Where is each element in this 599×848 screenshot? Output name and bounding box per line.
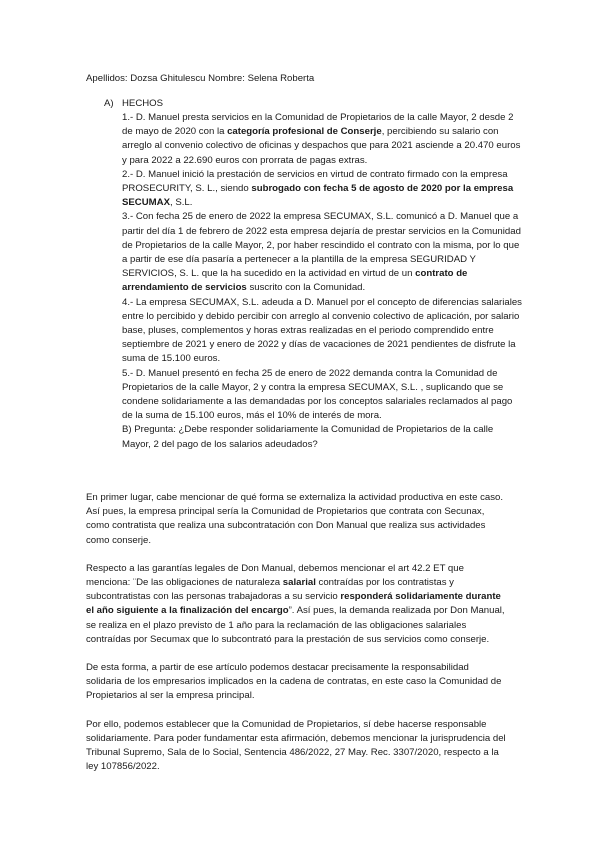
section-a-heading <box>104 97 163 111</box>
fact-paragraph <box>122 111 524 168</box>
fact-paragraph <box>122 168 524 211</box>
facts-list <box>122 111 524 452</box>
text-run: 2.- D. Manuel inició la prestación de servicios en virtud de contrato firmado con la empresa PROSECURITY, S. L., siendo <box>122 168 508 195</box>
analysis-body <box>86 491 506 788</box>
text-run: 1.- D. Manuel presta servicios en la Comunidad de Propietarios de la calle Mayor, 2 desde 2 de mayo de 2020 con la <box>122 112 514 138</box>
analysis-paragraph <box>86 718 506 775</box>
fact-paragraph <box>122 210 524 295</box>
text-run: De esta forma, a partir de ese artículo podemos destacar precisamente la responsabilidad solidaria de los empresarios implicados en la cadena de contratas, en este caso la Comunidad de Propietarios al ser la empresa principal. <box>86 662 502 702</box>
bold-text: contrato de arrendamiento de servicios <box>122 268 468 294</box>
analysis-paragraph <box>86 661 506 704</box>
text-run: Por ello, podemos establecer que la Comunidad de Propietarios, sí debe hacerse responsable solidariamente. Para poder fundamentar esta afirmación, debemos mencionar la jurisprudencia del Tribunal Supremo, Sala de lo Social, Sentencia 486/2022, 27 May. Rec. 3307/2020, respecto a la ley 107856/2022. <box>86 718 506 773</box>
text-run: , percibiendo su salario con arreglo al convenio colectivo de oficinas y despachos que para 2021 asciende a 20.470 euros y para 2022 a 22.690 euros con prorrata de pagas extras. <box>122 126 521 166</box>
text-run: suscrito con la Comunidad. <box>246 282 366 294</box>
student-name-header: Apellidos: Dozsa Ghitulescu Nombre: Selena Roberta <box>86 73 315 84</box>
fact-paragraph <box>122 423 524 451</box>
bold-text: subrogado con fecha 5 de agosto de 2020 por la empresa SECUMAX <box>122 183 514 209</box>
text-run: 3.- Con fecha 25 de enero de 2022 la empresa SECUMAX, S.L. comunicó a D. Manuel que a partir del día 1 de febrero de 2022 esta empresa dejaría de prestar servicios en la Comunidad de Propietarios de la calle Mayor, 2, por haber rescindido el contrato con la misma, por lo que a partir de ese día pasaría a pertenecer a la plantilla de la empresa SEGURIDAD Y SERVICIOS, S. L. que la ha sucedido en la actividad en virtud de un <box>122 211 521 280</box>
fact-paragraph <box>122 296 524 367</box>
section-a-title: HECHOS <box>122 98 164 109</box>
bold-text: salarial <box>282 577 316 589</box>
text-run: B) Pregunta: ¿Debe responder solidariamente la Comunidad de Propietarios de la calle Mayor, 2 del pago de los salarios adeudados? <box>122 424 494 450</box>
text-run: ”. Así pues, la demanda realizada por Don Manual, se realiza en el plazo previsto de 1 año para la reclamación de las obligaciones salariales contraídas por Secumax que lo subcontrató para la prestación de sus servicios como conserje. <box>86 605 505 645</box>
bold-text: categoría profesional de Conserje <box>227 126 382 138</box>
text-run: 5.- D. Manuel presentó en fecha 25 de enero de 2022 demanda contra la Comunidad de Propietarios de la calle Mayor, 2 y contra la empresa SECUMAX, S.L. , suplicando que se condene solidariamente a las demandadas por los conceptos salariales reclamados al pago de la suma de 15.100 euros, más el 10% de interés de mora. <box>122 367 513 422</box>
section-a-letter: A) <box>104 98 114 109</box>
text-run: 4.- La empresa SECUMAX, S.L. adeuda a D. Manuel por el concepto de diferencias salariales entre lo percibido y debido percibir con arreglo al convenio colectivo de aplicación, por salario base, pluses, complementos y horas extras realizadas en el periodo comprendido entre septiembre de 2021 y enero de 2022 y días de vacaciones de 2021 pendientes de disfrute la suma de 15.100 euros. <box>122 296 522 365</box>
text-run: Respecto a las garantías legales de Don Manual, debemos mencionar el art 42.2 ET que menciona: ¨De las obligaciones de naturaleza <box>86 562 464 589</box>
text-run: contraídas por los contratistas y subcontratistas con las personas trabajadoras a su servicio <box>86 577 454 603</box>
analysis-paragraph <box>86 491 506 548</box>
text-run: , S.L. <box>169 197 193 209</box>
text-run: En primer lugar, cabe mencionar de qué forma se externaliza la actividad productiva en este caso. Así pues, la empresa principal sería la Comunidad de Propietarios que contrata con Secunax, como contratista que realiza una subcontratación con Don Manual que realiza sus actividades como conserje. <box>86 492 504 546</box>
analysis-paragraph <box>86 562 506 647</box>
bold-text: responderá solidariamente durante el año siguiente a la finalización del encargo <box>86 591 501 617</box>
fact-paragraph <box>122 367 524 424</box>
